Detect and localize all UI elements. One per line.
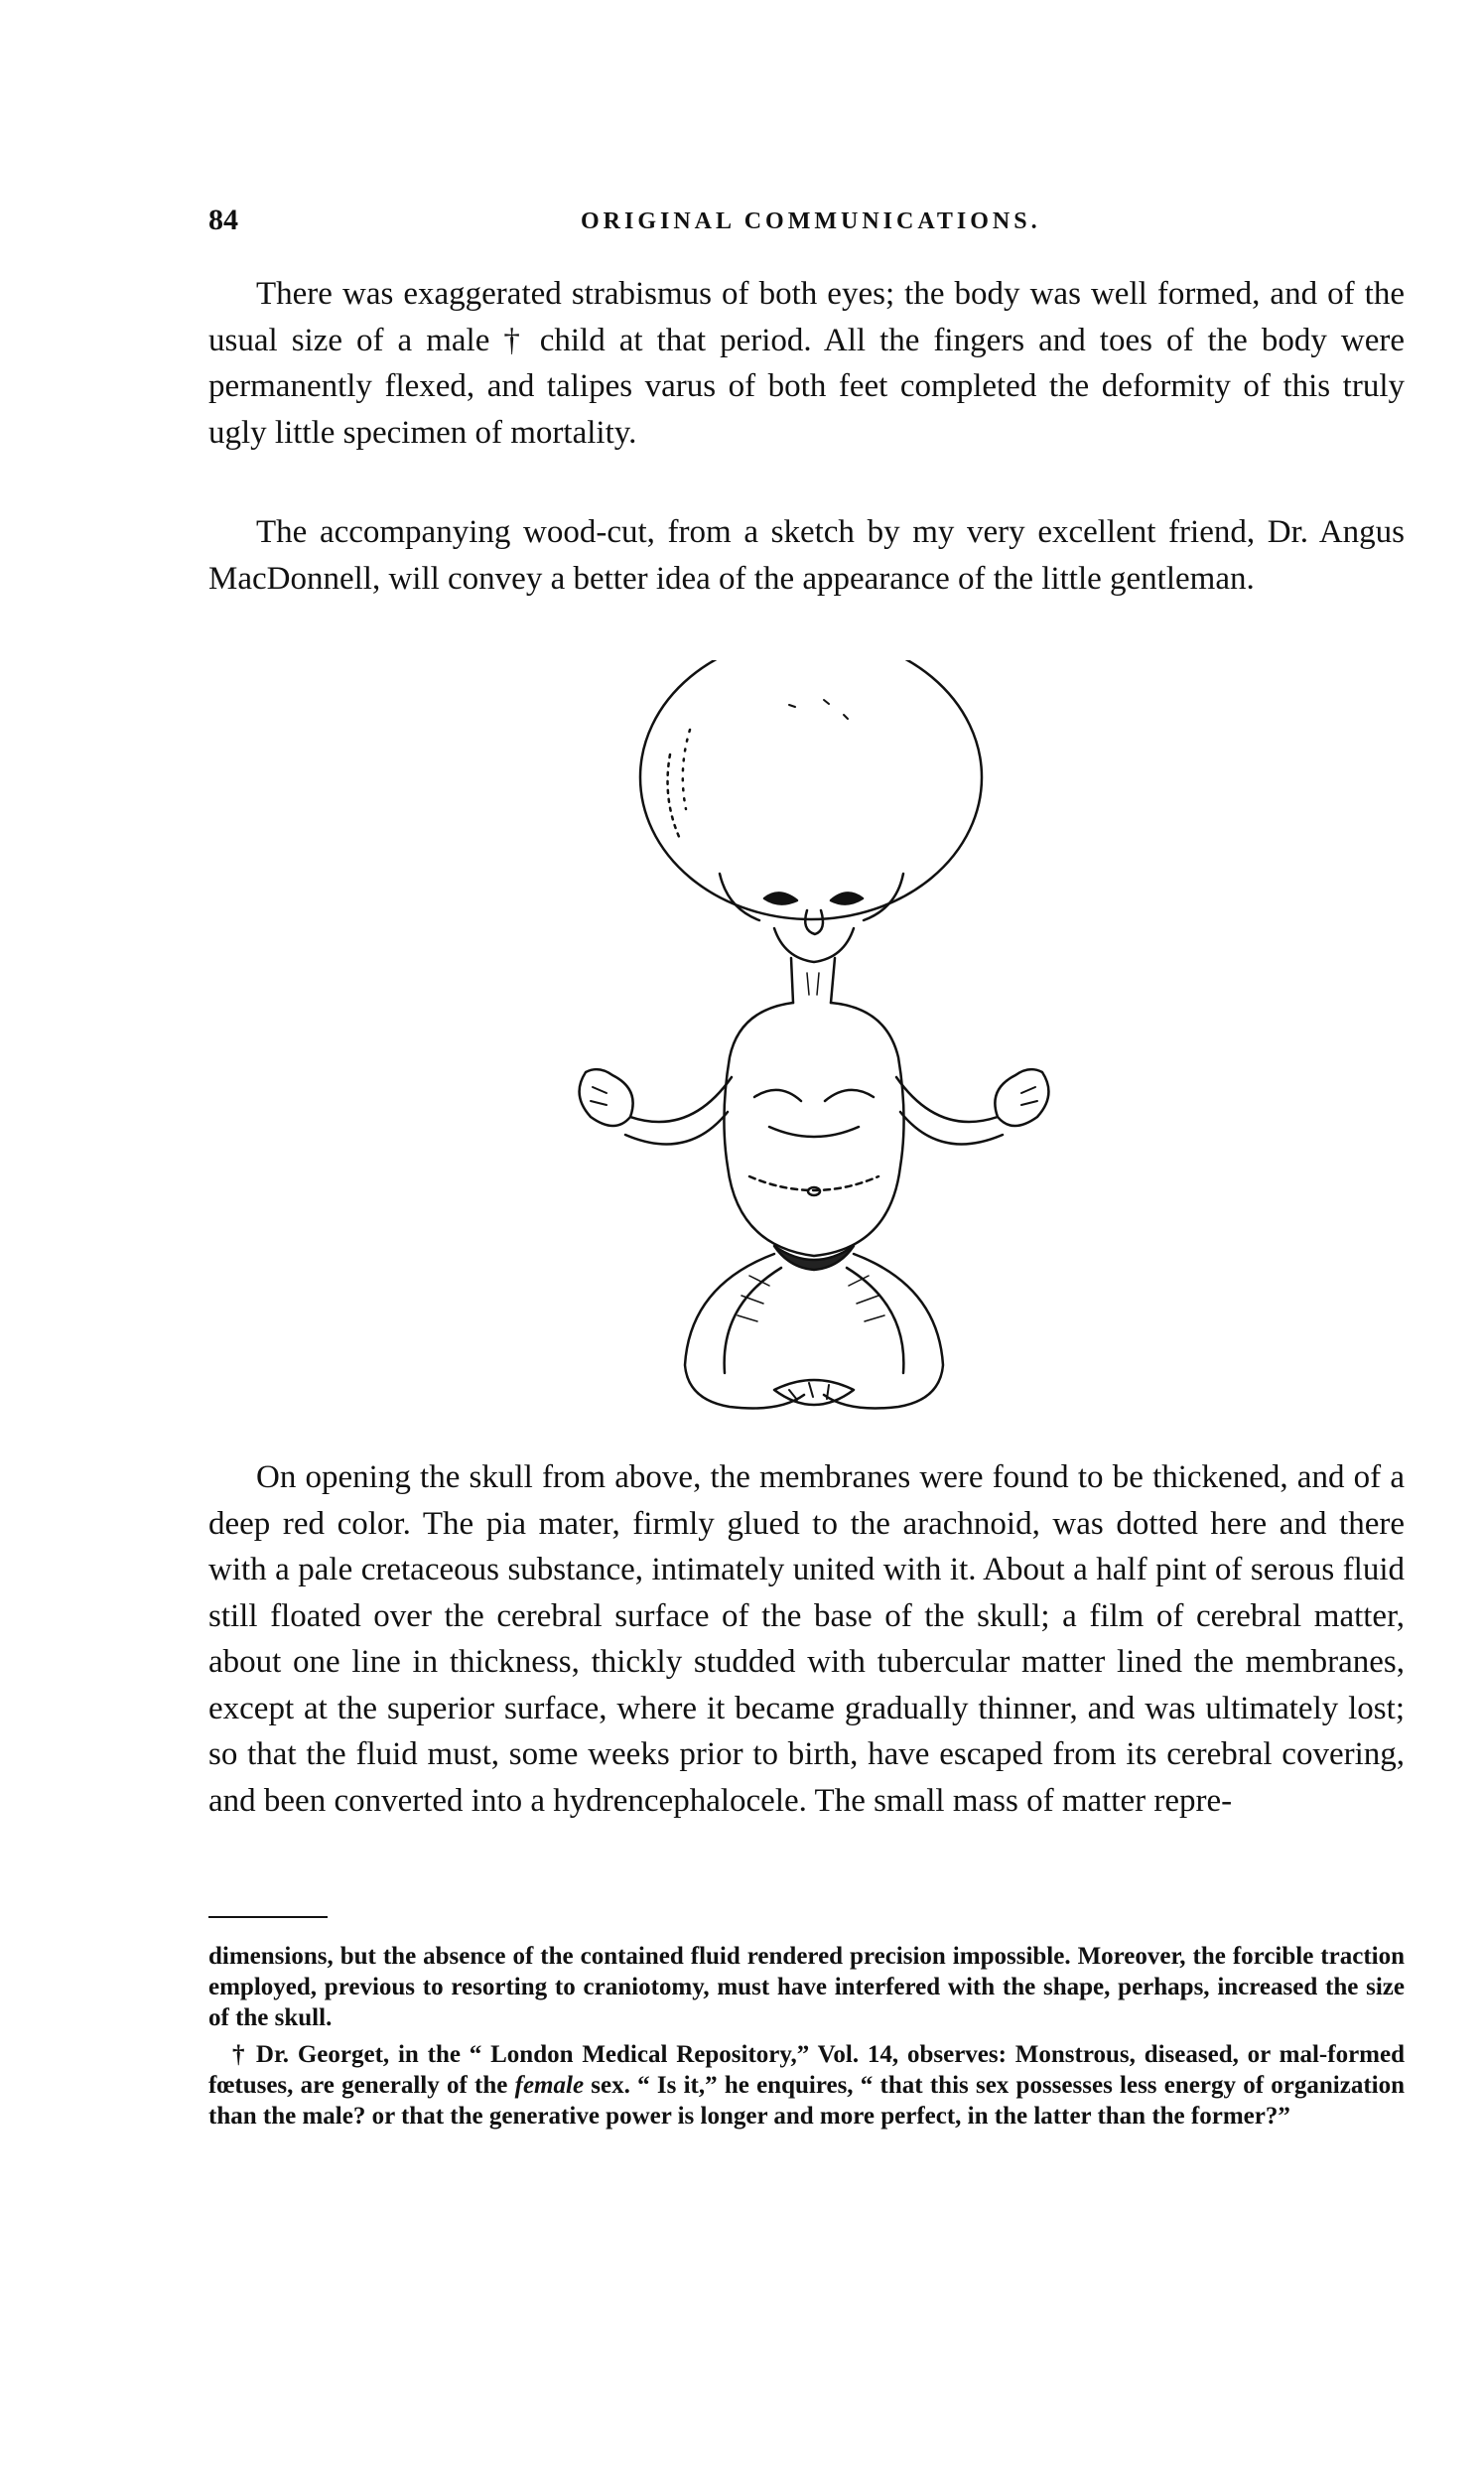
head-outline [640,660,982,919]
paragraph-strabismus [208,271,1405,456]
footnote-divider [208,1916,328,1918]
footnote-text: sex. “ Is it,” he enquires, “ that this sex possesses less energy of organization than the male? or that the generative power is longer and more perfect, in the latter than the former?” [208,2072,1406,2130]
footnote-continued: dimensions, but the absence of the contained fluid rendered precision impossible. Moreover, the forcible traction employed, previous to resorting to craniotomy, must have interfered with the shape, perhaps, increased the size of the skull. [208,1943,1405,2031]
paragraph-woodcut-intro [208,509,1405,602]
paragraph-text: On opening the skull from above, the membranes were found to be thickened, and of a deep red color. The pia mater, firmly glued to the arachnoid, was dotted here and there with a pale cretaceous substance, intimately united with it. About a half pint of serous fluid still floated over the cerebral surface of the base of the skull; a film of cerebral matter, about one line in thickness, thickly studded with tubercular matter lined the membranes, except at the superior surface, where it became gradually thinner, and was ultimately lost; so that the fluid must, some weeks prior to birth, have escaped from its cerebral covering, and been converted into a hydrencephalocele. The small mass of matter repre- [208,1459,1405,1819]
footnote-georget [208,2039,1405,2132]
page-number: 84 [208,204,238,236]
woodcut-illustration [571,660,1057,1425]
paragraph-skull-findings [208,1454,1405,1824]
paragraph-text: There was exaggerated strabismus of both eyes; the body was well formed, and of the usual size of a male † child at that period. All the fingers and toes of the body were permanently flexed, and talipes varus of both feet completed the deformity of this truly ugly little specimen of mortality. [208,276,1405,451]
running-head: ORIGINAL COMMUNICATIONS. [581,208,1041,234]
footnote-emphasis: female [514,2072,585,2099]
footnotes [208,1941,1405,2132]
paragraph-text: The accompanying wood-cut, from a sketch by my very excellent friend, Dr. Angus MacDonnell, will convey a better idea of the appearance of the little gentleman. [208,514,1405,597]
footnote-text: † Dr. Georget, in the “ London Medical Repository,” Vol. 14, observes: Monstrous, diseased, or mal-formed fœtuses, are generally of the [208,2041,1405,2099]
